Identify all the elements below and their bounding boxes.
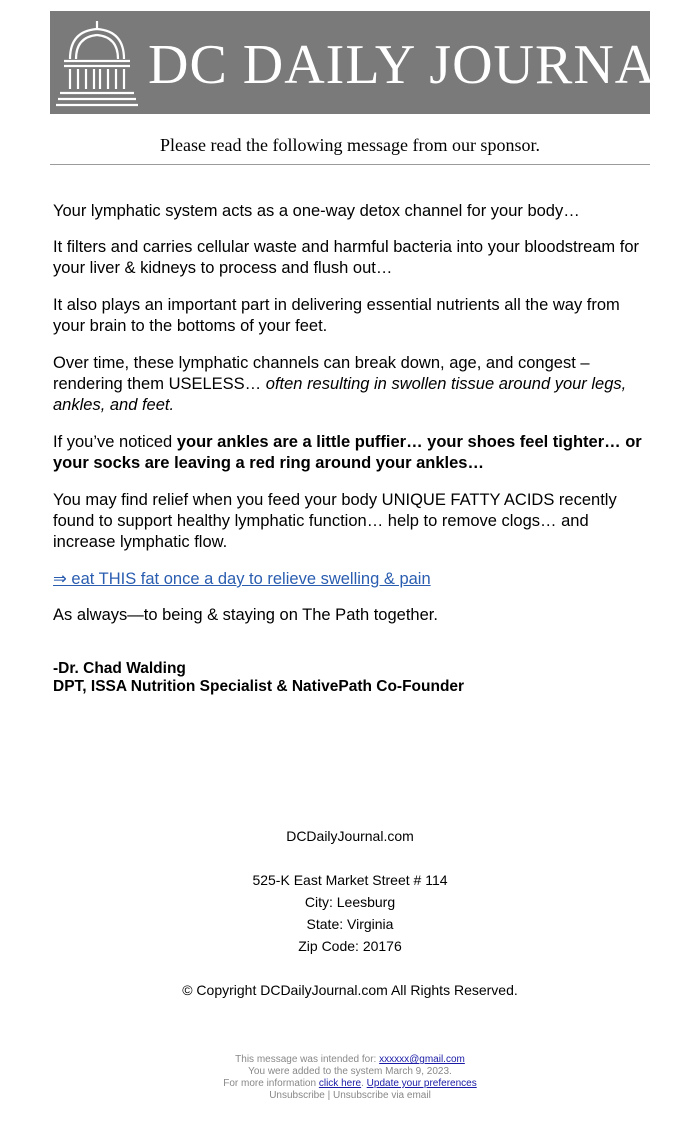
- header-banner: [50, 11, 692, 114]
- intended-for-label: This message was intended for:: [235, 1054, 377, 1065]
- more-info-dot: .: [361, 1078, 364, 1089]
- cta-link[interactable]: ⇒ eat THIS fat once a day to relieve swelling & pain: [53, 570, 431, 588]
- paragraph-4-italic: often resulting in swollen tissue around your legs, ankles, and feet.: [53, 375, 627, 414]
- divider: [50, 164, 650, 165]
- paragraph-1: Your lymphatic system acts as a one-way detox channel for your body…: [53, 202, 580, 220]
- unsubscribe-link[interactable]: Unsubscribe: [269, 1090, 325, 1101]
- brand-name: DC DAILY JOURNAL: [148, 34, 692, 96]
- cta-paragraph: [53, 569, 653, 590]
- paragraph-2: It filters and carries cellular waste and harmful bacteria into your bloodstream for your liver & kidneys to process and flush out…: [53, 238, 640, 277]
- recipient-email-link[interactable]: xxxxxx@gmail.com: [379, 1054, 465, 1065]
- footer-city: City: Leesburg: [304, 894, 396, 910]
- footer-zip: Zip Code: 20176: [298, 938, 402, 954]
- closing-line: As always—to being & staying on The Path together.: [53, 606, 438, 624]
- unsubscribe-line: [0, 1090, 700, 1102]
- signature-name: -Dr. Chad Walding: [53, 660, 186, 677]
- click-here-link[interactable]: click here: [318, 1078, 362, 1089]
- capitol-dome-icon: [56, 19, 138, 107]
- footer-copyright: © Copyright DCDailyJournal.com All Rights Reserved.: [182, 982, 518, 998]
- intended-for-line: [0, 1054, 700, 1066]
- paragraph-4: [53, 353, 653, 416]
- unsubscribe-email-link[interactable]: Unsubscribe via email: [332, 1090, 431, 1101]
- update-preferences-link[interactable]: Update your preferences: [366, 1078, 477, 1089]
- unsubscribe-separator: |: [327, 1090, 331, 1101]
- more-info-label: For more information: [223, 1078, 317, 1089]
- paragraph-5: [53, 432, 653, 474]
- paragraph-5-text: If you’ve noticed: [53, 433, 173, 451]
- footer-street: 525-K East Market Street # 114: [252, 872, 448, 888]
- paragraph-4-text: Over time, these lymphatic channels can break down, age, and congest – rendering them USELESS…: [53, 354, 590, 393]
- footer-site: DCDailyJournal.com: [286, 828, 414, 844]
- footer-state: State: Virginia: [306, 916, 394, 932]
- paragraph-5-bold: your ankles are a little puffier… your shoes feel tighter… or your socks are leaving a red ring around your ankles…: [53, 433, 642, 472]
- sponsor-note: Please read the following message from our sponsor.: [160, 135, 540, 155]
- more-info-line: [0, 1078, 700, 1090]
- signature-title: DPT, ISSA Nutrition Specialist & NativePath Co-Founder: [53, 678, 465, 695]
- paragraph-3: It also plays an important part in delivering essential nutrients all the way from your brain to the bottoms of your feet.: [53, 296, 620, 335]
- paragraph-6: You may find relief when you feed your body UNIQUE FATTY ACIDS recently found to support healthy lymphatic function… help to remove clogs… and increase lymphatic flow.: [53, 491, 617, 551]
- added-date-line: You were added to the system March 9, 2023.: [248, 1066, 452, 1077]
